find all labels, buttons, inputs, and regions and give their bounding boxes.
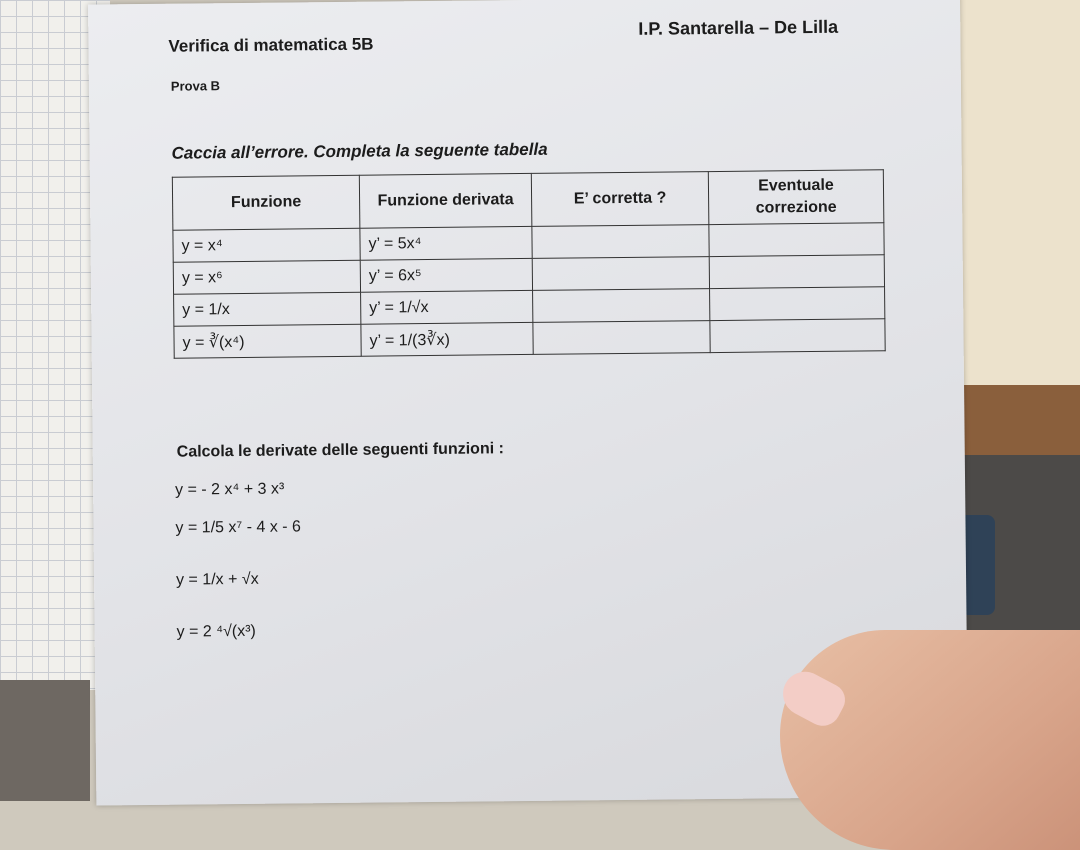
derivative-text: y’ = 5x⁴ xyxy=(368,234,422,253)
exercise-1: y = - 2 x⁴ + 3 x³ xyxy=(175,480,285,499)
hand-holding-paper xyxy=(780,630,1080,850)
table-header-row xyxy=(172,170,884,230)
correct-cell[interactable] xyxy=(532,225,709,259)
derivative-text: y’ = 1/(3∛x) xyxy=(369,331,450,350)
function-text: y = ∛(x⁴) xyxy=(182,333,245,352)
exercise-4: y = 2 ⁴√(x³) xyxy=(176,622,256,641)
correction-cell[interactable] xyxy=(709,255,884,289)
derivative-cell xyxy=(361,290,533,324)
function-cell xyxy=(173,228,360,262)
column-header-correction: Eventuale correzione xyxy=(708,170,884,225)
test-version: Prova B xyxy=(170,78,221,94)
exercise-2: y = 1/5 x⁷ - 4 x - 6 xyxy=(175,518,301,537)
derivative-cell xyxy=(360,226,532,260)
column-header-derivative: Funzione derivata xyxy=(359,173,532,228)
derivative-text: y’ = 1/√x xyxy=(369,298,429,317)
derivative-table xyxy=(172,169,886,358)
test-title: Verifica di matematica 5B xyxy=(168,34,374,56)
section1-instruction: Caccia all’errore. Completa la seguente tabella xyxy=(171,139,548,163)
derivative-text: y’ = 6x⁵ xyxy=(368,266,422,285)
function-cell xyxy=(174,324,361,358)
correct-cell[interactable] xyxy=(533,289,710,323)
correction-cell[interactable] xyxy=(709,223,884,257)
correct-cell[interactable] xyxy=(533,321,710,355)
column-header-function: Funzione xyxy=(172,175,360,230)
correction-cell[interactable] xyxy=(710,319,885,353)
function-text: y = x⁶ xyxy=(181,268,223,287)
function-text: y = x⁴ xyxy=(181,236,223,255)
correct-cell[interactable] xyxy=(532,257,709,291)
derivative-cell xyxy=(360,258,532,292)
school-name: I.P. Santarella – De Lilla xyxy=(638,16,839,39)
section2-title: Calcola le derivate delle seguenti funzioni : xyxy=(176,440,504,461)
function-text: y = 1/x xyxy=(182,300,230,319)
function-cell xyxy=(173,260,360,294)
table-row xyxy=(174,319,885,358)
correction-cell[interactable] xyxy=(710,287,885,321)
derivative-cell xyxy=(361,322,533,356)
exercise-3: y = 1/x + √x xyxy=(175,570,259,589)
column-header-correct: E’ corretta ? xyxy=(531,172,709,227)
function-cell xyxy=(174,292,361,326)
floor-background xyxy=(0,680,90,801)
